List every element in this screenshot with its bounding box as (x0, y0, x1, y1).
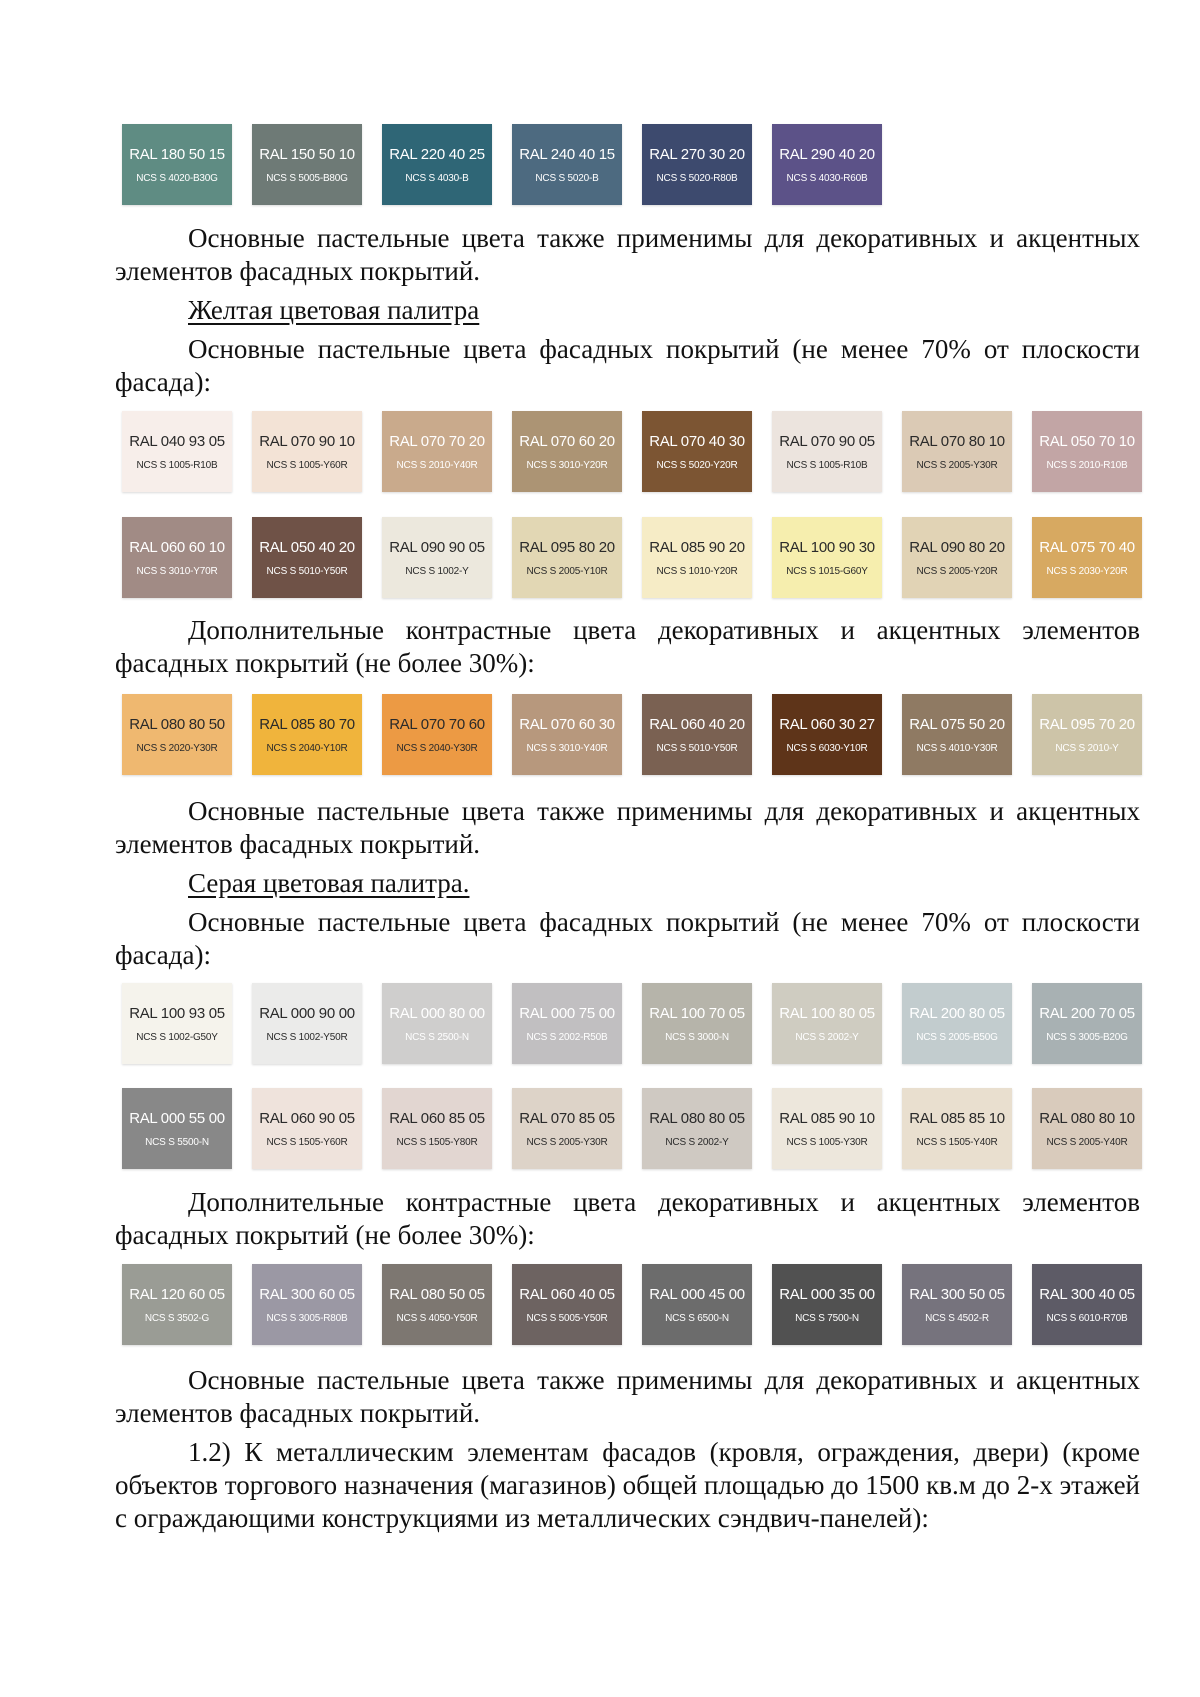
color-swatch (382, 694, 492, 775)
ncs-code: NCS S 5010-Y50R (656, 742, 738, 754)
color-swatch (642, 1264, 752, 1345)
color-swatch (122, 1264, 232, 1345)
ncs-code: NCS S 5005-B80G (266, 172, 348, 184)
paragraph-pastel-note-3: Основные пастельные цвета также применимы для декоративных и акцентных элементов фасадных покрытий. (115, 1365, 1140, 1428)
ral-code: RAL 100 90 30 (779, 538, 875, 556)
color-swatch (1032, 1264, 1142, 1345)
color-swatch (122, 411, 232, 492)
color-swatch (382, 411, 492, 492)
color-swatch (642, 411, 752, 492)
ncs-code: NCS S 2010-R10B (1046, 459, 1128, 471)
ncs-code: NCS S 2500-N (405, 1031, 469, 1043)
ral-code: RAL 085 80 70 (259, 715, 355, 733)
ral-code: RAL 150 50 10 (259, 145, 355, 163)
ral-code: RAL 075 50 20 (909, 715, 1005, 733)
ncs-code: NCS S 2005-Y20R (916, 565, 998, 577)
ral-code: RAL 090 90 05 (389, 538, 485, 556)
ral-code: RAL 060 40 20 (649, 715, 745, 733)
ncs-code: NCS S 1002-Y (405, 565, 469, 577)
color-swatch (512, 411, 622, 492)
paragraph-main-pastel-gray: Основные пастельные цвета фасадных покрытий (не менее 70% от плоскости фасада): (115, 907, 1140, 970)
ral-code: RAL 120 60 05 (129, 1285, 225, 1303)
ral-code: RAL 060 85 05 (389, 1109, 485, 1127)
ral-code: RAL 070 70 60 (389, 715, 485, 733)
paragraph-metal-elements: 1.2) К металлическим элементам фасадов (кровля, ограждения, двери) (кроме объектов торгового назначения (магазинов) общей площадью до 1500 кв.м до 2-х этажей с ограждающими конструкциями из металлических сэндвич-панелей): (115, 1437, 1140, 1533)
ncs-code: NCS S 2002-Y (665, 1136, 729, 1148)
ncs-code: NCS S 5005-Y50R (526, 1312, 608, 1324)
ral-code: RAL 085 90 10 (779, 1109, 875, 1127)
color-swatch (252, 983, 362, 1064)
color-swatch (772, 983, 882, 1064)
paragraph-contrast-gray: Дополнительные контрастные цвета декоративных и акцентных элементов фасадных покрытий (не более 30%): (115, 1187, 1140, 1250)
color-swatch (512, 694, 622, 775)
color-swatch (512, 124, 622, 205)
color-swatch (122, 1088, 232, 1169)
ral-code: RAL 060 60 10 (129, 538, 225, 556)
color-swatch (902, 983, 1012, 1064)
paragraph-contrast-yellow: Дополнительные контрастные цвета декоративных и акцентных элементов фасадных покрытий (не более 30%): (115, 615, 1140, 678)
ncs-code: NCS S 5020-R80B (656, 172, 738, 184)
ral-code: RAL 180 50 15 (129, 145, 225, 163)
ncs-code: NCS S 2005-Y30R (526, 1136, 608, 1148)
color-swatch (772, 694, 882, 775)
color-swatch (512, 1088, 622, 1169)
color-swatch (902, 517, 1012, 598)
color-swatch (1032, 517, 1142, 598)
ral-code: RAL 200 70 05 (1039, 1004, 1135, 1022)
color-swatch (252, 1088, 362, 1169)
ral-code: RAL 290 40 20 (779, 145, 875, 163)
color-swatch (122, 694, 232, 775)
ral-code: RAL 070 80 10 (909, 432, 1005, 450)
ncs-code: NCS S 2030-Y20R (1046, 565, 1128, 577)
ral-code: RAL 050 70 10 (1039, 432, 1135, 450)
ral-code: RAL 220 40 25 (389, 145, 485, 163)
ral-code: RAL 300 60 05 (259, 1285, 355, 1303)
ral-code: RAL 060 90 05 (259, 1109, 355, 1127)
color-swatch (1032, 1088, 1142, 1169)
ral-code: RAL 000 90 00 (259, 1004, 355, 1022)
ral-code: RAL 095 70 20 (1039, 715, 1135, 733)
ral-code: RAL 080 50 05 (389, 1285, 485, 1303)
ral-code: RAL 200 80 05 (909, 1004, 1005, 1022)
ral-code: RAL 080 80 10 (1039, 1109, 1135, 1127)
ral-code: RAL 090 80 20 (909, 538, 1005, 556)
ncs-code: NCS S 1002-Y50R (266, 1031, 348, 1043)
ncs-code: NCS S 1010-Y20R (656, 565, 738, 577)
color-swatch (1032, 694, 1142, 775)
color-swatch (512, 1264, 622, 1345)
color-swatch (902, 1088, 1012, 1169)
ncs-code: NCS S 6010-R70B (1046, 1312, 1128, 1324)
ral-code: RAL 085 90 20 (649, 538, 745, 556)
ncs-code: NCS S 4010-Y30R (916, 742, 998, 754)
ncs-code: NCS S 3502-G (144, 1312, 210, 1324)
swatch-row-gray-main-1 (122, 983, 1142, 1064)
ncs-code: NCS S 2005-Y40R (1046, 1136, 1128, 1148)
ral-code: RAL 070 90 05 (779, 432, 875, 450)
ncs-code: NCS S 3010-Y70R (136, 565, 218, 577)
ncs-code: NCS S 1015-G60Y (786, 565, 868, 577)
ncs-code: NCS S 5010-Y50R (266, 565, 348, 577)
ral-code: RAL 070 85 05 (519, 1109, 615, 1127)
swatch-row-blue (122, 124, 882, 205)
ral-code: RAL 100 70 05 (649, 1004, 745, 1022)
ncs-code: NCS S 2002-Y (795, 1031, 859, 1043)
ncs-code: NCS S 3000-N (665, 1031, 729, 1043)
color-swatch (252, 517, 362, 598)
ncs-code: NCS S 2020-Y30R (136, 742, 218, 754)
ncs-code: NCS S 2040-Y10R (266, 742, 348, 754)
color-swatch (642, 1088, 752, 1169)
color-swatch (252, 694, 362, 775)
color-swatch (382, 517, 492, 598)
color-swatch (642, 694, 752, 775)
color-swatch (772, 1088, 882, 1169)
color-swatch (382, 1088, 492, 1169)
ral-code: RAL 070 90 10 (259, 432, 355, 450)
ncs-code: NCS S 2005-B50G (916, 1031, 998, 1043)
paragraph-pastel-note-2: Основные пастельные цвета также применимы для декоративных и акцентных элементов фасадных покрытий. (115, 796, 1140, 859)
ncs-code: NCS S 1005-Y30R (786, 1136, 868, 1148)
ncs-code: NCS S 2002-R50B (526, 1031, 608, 1043)
ncs-code: NCS S 1005-R10B (786, 459, 868, 471)
heading-gray-palette: Серая цветовая палитра. (188, 868, 470, 898)
ral-code: RAL 240 40 15 (519, 145, 615, 163)
ncs-code: NCS S 3010-Y40R (526, 742, 608, 754)
color-swatch (772, 1264, 882, 1345)
ral-code: RAL 070 40 30 (649, 432, 745, 450)
ncs-code: NCS S 2040-Y30R (396, 742, 478, 754)
ncs-code: NCS S 1505-Y60R (266, 1136, 348, 1148)
ral-code: RAL 075 70 40 (1039, 538, 1135, 556)
ral-code: RAL 100 93 05 (129, 1004, 225, 1022)
ncs-code: NCS S 2010-Y40R (396, 459, 478, 471)
color-swatch (512, 983, 622, 1064)
swatch-row-gray-main-2 (122, 1088, 1142, 1169)
paragraph-main-pastel-yellow: Основные пастельные цвета фасадных покрытий (не менее 70% от плоскости фасада): (115, 334, 1140, 397)
ral-code: RAL 070 70 20 (389, 432, 485, 450)
color-swatch (512, 517, 622, 598)
color-swatch (902, 1264, 1012, 1345)
color-swatch (902, 411, 1012, 492)
swatch-row-yellow-main-1 (122, 411, 1142, 492)
ral-code: RAL 100 80 05 (779, 1004, 875, 1022)
color-swatch (642, 124, 752, 205)
ral-code: RAL 060 30 27 (779, 715, 875, 733)
ncs-code: NCS S 4030-R60B (786, 172, 868, 184)
color-swatch (772, 411, 882, 492)
ncs-code: NCS S 2005-Y30R (916, 459, 998, 471)
paragraph-pastel-note-1: Основные пастельные цвета также применимы для декоративных и акцентных элементов фасадных покрытий. (115, 223, 1140, 286)
ncs-code: NCS S 4502-R (925, 1312, 989, 1324)
color-swatch (122, 983, 232, 1064)
ral-code: RAL 300 40 05 (1039, 1285, 1135, 1303)
ncs-code: NCS S 6500-N (665, 1312, 729, 1324)
ral-code: RAL 000 75 00 (519, 1004, 615, 1022)
swatch-row-gray-contrast (122, 1264, 1142, 1345)
color-swatch (902, 694, 1012, 775)
color-swatch (122, 124, 232, 205)
ncs-code: NCS S 5020-Y20R (656, 459, 738, 471)
color-swatch (252, 1264, 362, 1345)
color-swatch (772, 517, 882, 598)
ncs-code: NCS S 3005-B20G (1046, 1031, 1128, 1043)
ral-code: RAL 080 80 50 (129, 715, 225, 733)
ncs-code: NCS S 1505-Y40R (916, 1136, 998, 1148)
ral-code: RAL 060 40 05 (519, 1285, 615, 1303)
heading-yellow-palette: Желтая цветовая палитра (188, 295, 480, 325)
color-swatch (1032, 411, 1142, 492)
ncs-code: NCS S 2010-Y (1055, 742, 1119, 754)
color-swatch (252, 411, 362, 492)
ral-code: RAL 000 55 00 (129, 1109, 225, 1127)
color-swatch (1032, 983, 1142, 1064)
ral-code: RAL 095 80 20 (519, 538, 615, 556)
color-swatch (772, 124, 882, 205)
ral-code: RAL 085 85 10 (909, 1109, 1005, 1127)
ncs-code: NCS S 1005-Y60R (266, 459, 348, 471)
ncs-code: NCS S 4030-B (405, 172, 469, 184)
ral-code: RAL 040 93 05 (129, 432, 225, 450)
color-swatch (382, 124, 492, 205)
ral-code: RAL 080 80 05 (649, 1109, 745, 1127)
ncs-code: NCS S 3005-R80B (266, 1312, 348, 1324)
ncs-code: NCS S 4050-Y50R (396, 1312, 478, 1324)
ncs-code: NCS S 1002-G50Y (136, 1031, 218, 1043)
ral-code: RAL 070 60 20 (519, 432, 615, 450)
ncs-code: NCS S 4020-B30G (136, 172, 218, 184)
ral-code: RAL 300 50 05 (909, 1285, 1005, 1303)
ral-code: RAL 000 35 00 (779, 1285, 875, 1303)
ral-code: RAL 270 30 20 (649, 145, 745, 163)
ral-code: RAL 000 80 00 (389, 1004, 485, 1022)
ral-code: RAL 050 40 20 (259, 538, 355, 556)
swatch-row-yellow-main-2 (122, 517, 1142, 598)
color-swatch (122, 517, 232, 598)
ncs-code: NCS S 3010-Y20R (526, 459, 608, 471)
color-swatch (382, 983, 492, 1064)
ncs-code: NCS S 6030-Y10R (786, 742, 868, 754)
ncs-code: NCS S 2005-Y10R (526, 565, 608, 577)
ral-code: RAL 070 60 30 (519, 715, 615, 733)
swatch-row-yellow-contrast (122, 694, 1142, 775)
ncs-code: NCS S 1505-Y80R (396, 1136, 478, 1148)
ncs-code: NCS S 1005-R10B (136, 459, 218, 471)
color-swatch (382, 1264, 492, 1345)
color-swatch (642, 983, 752, 1064)
color-swatch (252, 124, 362, 205)
ncs-code: NCS S 5020-B (535, 172, 599, 184)
ncs-code: NCS S 5500-N (145, 1136, 209, 1148)
color-swatch (642, 517, 752, 598)
ncs-code: NCS S 7500-N (795, 1312, 859, 1324)
ral-code: RAL 000 45 00 (649, 1285, 745, 1303)
